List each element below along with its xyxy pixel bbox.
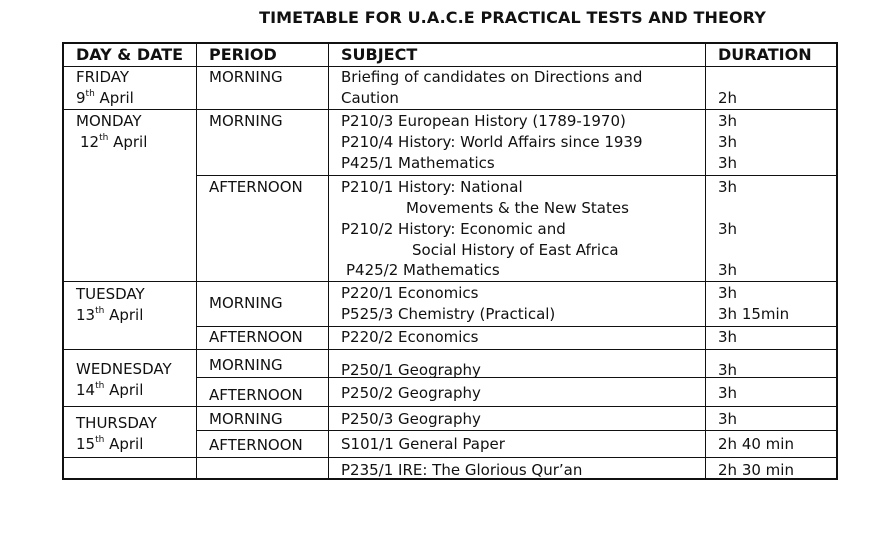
- row-divider: [64, 406, 836, 407]
- period-wednesday-morning: MORNING: [209, 356, 283, 374]
- subject-wednesday-a1: P250/2 Geography: [341, 384, 481, 402]
- header-subject: SUBJECT: [341, 45, 418, 64]
- duration-wednesday-m1: 3h: [718, 361, 738, 379]
- duration-monday-m1: 3h: [718, 112, 738, 130]
- day-friday: FRIDAY: [76, 68, 130, 86]
- date-thursday: 15th April: [76, 435, 144, 453]
- date-friday: 9th April: [76, 89, 134, 107]
- subject-extra: P235/1 IRE: The Glorious Qur’an: [341, 461, 583, 479]
- day-tuesday: TUESDAY: [76, 285, 145, 303]
- date-wednesday: 14th April: [76, 381, 144, 399]
- header-day-date: DAY & DATE: [76, 45, 184, 64]
- subject-thursday-a1: S101/1 General Paper: [341, 435, 505, 453]
- row-divider: [196, 175, 836, 176]
- subject-tuesday-a1: P220/2 Economics: [341, 328, 479, 346]
- day-thursday: THURSDAY: [76, 414, 157, 432]
- period-tuesday-afternoon: AFTERNOON: [209, 328, 303, 346]
- subject-monday-m3: P425/1 Mathematics: [341, 154, 495, 172]
- row-divider: [64, 457, 836, 458]
- period-monday-afternoon: AFTERNOON: [209, 178, 303, 196]
- duration-friday: 2h: [718, 89, 738, 107]
- row-divider: [196, 430, 836, 431]
- duration-extra: 2h 30 min: [718, 461, 794, 479]
- duration-tuesday-a1: 3h: [718, 328, 738, 346]
- duration-monday-a1: 3h: [718, 178, 738, 196]
- date-tuesday: 13th April: [76, 306, 144, 324]
- subject-monday-m1: P210/3 European History (1789-1970): [341, 112, 626, 130]
- duration-monday-a2: 3h: [718, 220, 738, 238]
- duration-monday-m3: 3h: [718, 154, 738, 172]
- subject-thursday-m1: P250/3 Geography: [341, 410, 481, 428]
- duration-thursday-m1: 3h: [718, 410, 738, 428]
- period-thursday-morning: MORNING: [209, 410, 283, 428]
- row-divider: [64, 349, 836, 350]
- period-monday-morning: MORNING: [209, 112, 283, 130]
- timetable-table: [62, 42, 838, 480]
- period-friday-morning: MORNING: [209, 68, 283, 86]
- row-divider: [64, 109, 836, 110]
- subject-monday-a3: P425/2 Mathematics: [346, 261, 500, 279]
- subject-friday-line1: Briefing of candidates on Directions and: [341, 68, 643, 86]
- duration-tuesday-m2: 3h 15min: [718, 305, 790, 323]
- day-monday: MONDAY: [76, 112, 142, 130]
- period-thursday-afternoon: AFTERNOON: [209, 436, 303, 454]
- subject-monday-a2-cont: Social History of East Africa: [412, 241, 619, 259]
- subject-monday-a2: P210/2 History: Economic and: [341, 220, 566, 238]
- subject-monday-m2: P210/4 History: World Affairs since 1939: [341, 133, 643, 151]
- header-period: PERIOD: [209, 45, 277, 64]
- subject-monday-a1: P210/1 History: National: [341, 178, 523, 196]
- row-divider: [196, 377, 836, 378]
- subject-tuesday-m2: P525/3 Chemistry (Practical): [341, 305, 556, 323]
- period-wednesday-afternoon: AFTERNOON: [209, 386, 303, 404]
- day-wednesday: WEDNESDAY: [76, 360, 172, 378]
- subject-tuesday-m1: P220/1 Economics: [341, 284, 479, 302]
- subject-monday-a1-cont: Movements & the New States: [406, 199, 629, 217]
- duration-wednesday-a1: 3h: [718, 384, 738, 402]
- page-title: TIMETABLE FOR U.A.C.E PRACTICAL TESTS AND THEORY: [259, 8, 766, 27]
- header-duration: DURATION: [718, 45, 812, 64]
- subject-friday-line2: Caution: [341, 89, 399, 107]
- duration-tuesday-m1: 3h: [718, 284, 738, 302]
- subject-wednesday-m1: P250/1 Geography: [341, 361, 481, 379]
- duration-thursday-a1: 2h 40 min: [718, 435, 794, 453]
- row-divider: [64, 281, 836, 282]
- period-tuesday-morning: MORNING: [209, 294, 283, 312]
- duration-monday-a3: 3h: [718, 261, 738, 279]
- duration-monday-m2: 3h: [718, 133, 738, 151]
- date-monday: 12th April: [80, 133, 148, 151]
